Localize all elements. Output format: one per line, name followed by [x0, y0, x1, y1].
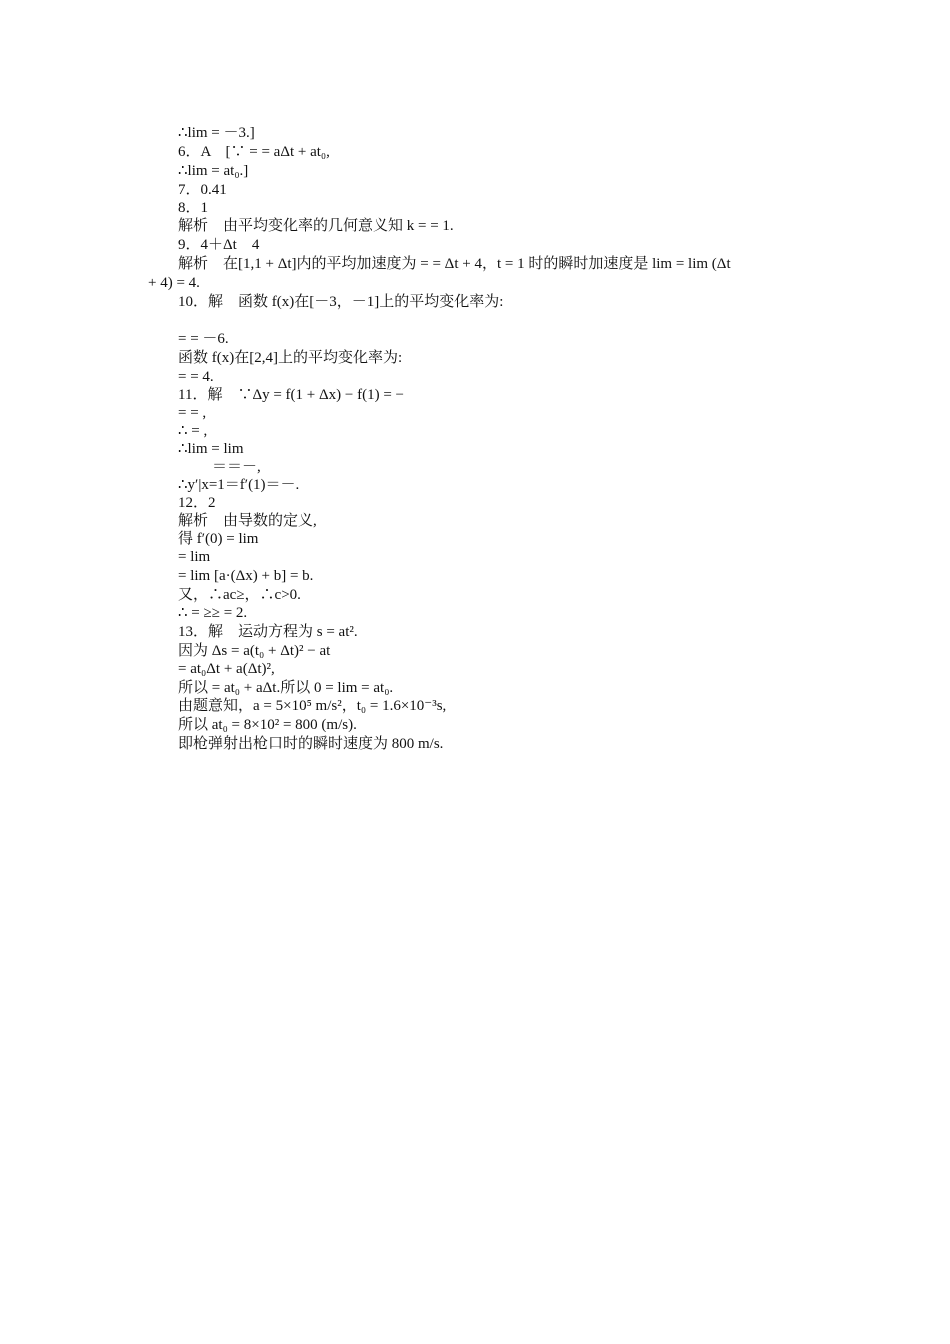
text-line: 得 f′(0) = lim	[178, 531, 259, 547]
text-line: 8．1	[178, 200, 209, 216]
text-line: 解析 由导数的定义,	[178, 513, 317, 529]
text-line: = = －6.	[178, 331, 229, 347]
text-line: = lim	[178, 549, 211, 565]
text-line: = lim [a·(Δx) + b] = b.	[178, 568, 314, 584]
text-line: ∴lim = lim	[178, 441, 244, 457]
text-line: + 4) = 4.	[148, 275, 200, 291]
text-line: 因为 Δs = a(t₀ + Δt)² − at	[178, 643, 331, 659]
text-line: 由题意知，a = 5×10⁵ m/s²，t₀ = 1.6×10⁻³s,	[178, 698, 447, 714]
text-line: 函数 f(x)在[2,4]上的平均变化率为:	[178, 350, 403, 366]
text-line: = = ,	[178, 405, 207, 421]
text-line: ∴y′|x=1＝f′(1)＝－.	[178, 477, 300, 493]
text-line: 7．0.41	[178, 182, 227, 198]
text-line: = = 4.	[178, 369, 214, 385]
text-line: 6．A [∵ = = aΔt + at₀,	[178, 144, 330, 160]
text-line: = at₀Δt + a(Δt)²,	[178, 661, 275, 677]
text-line: 10．解 函数 f(x)在[－3，－1]上的平均变化率为:	[178, 294, 504, 310]
text-line: ∴ = ,	[178, 423, 208, 439]
text-line: 解析 由平均变化率的几何意义知 k = = 1.	[178, 218, 454, 234]
text-line: ∴lim = at₀.]	[178, 163, 249, 179]
text-line: ∴lim = －3.]	[178, 125, 255, 141]
text-line: 即枪弹射出枪口时的瞬时速度为 800 m/s.	[178, 736, 444, 752]
text-line: ∴ = ≥≥ = 2.	[178, 605, 248, 621]
text-line: 9．4＋Δt 4	[178, 237, 260, 253]
text-line: 又，∴ac≥，∴c>0.	[178, 587, 301, 603]
text-line: 11．解 ∵Δy = f(1 + Δx) − f(1) = −	[178, 387, 405, 403]
text-line: 12．2	[178, 495, 216, 511]
text-line: 解析 在[1,1 + Δt]内的平均加速度为 = = Δt + 4，t = 1 时的瞬时加速度是 lim = lim (Δt	[178, 256, 731, 272]
text-line: 所以 at₀ = 8×10² = 800 (m/s).	[178, 717, 357, 733]
text-line: 所以 = at₀ + aΔt.所以 0 = lim = at₀.	[178, 680, 394, 696]
text-line: 13．解 运动方程为 s = at².	[178, 624, 358, 640]
text-line: ＝＝－,	[212, 459, 261, 475]
